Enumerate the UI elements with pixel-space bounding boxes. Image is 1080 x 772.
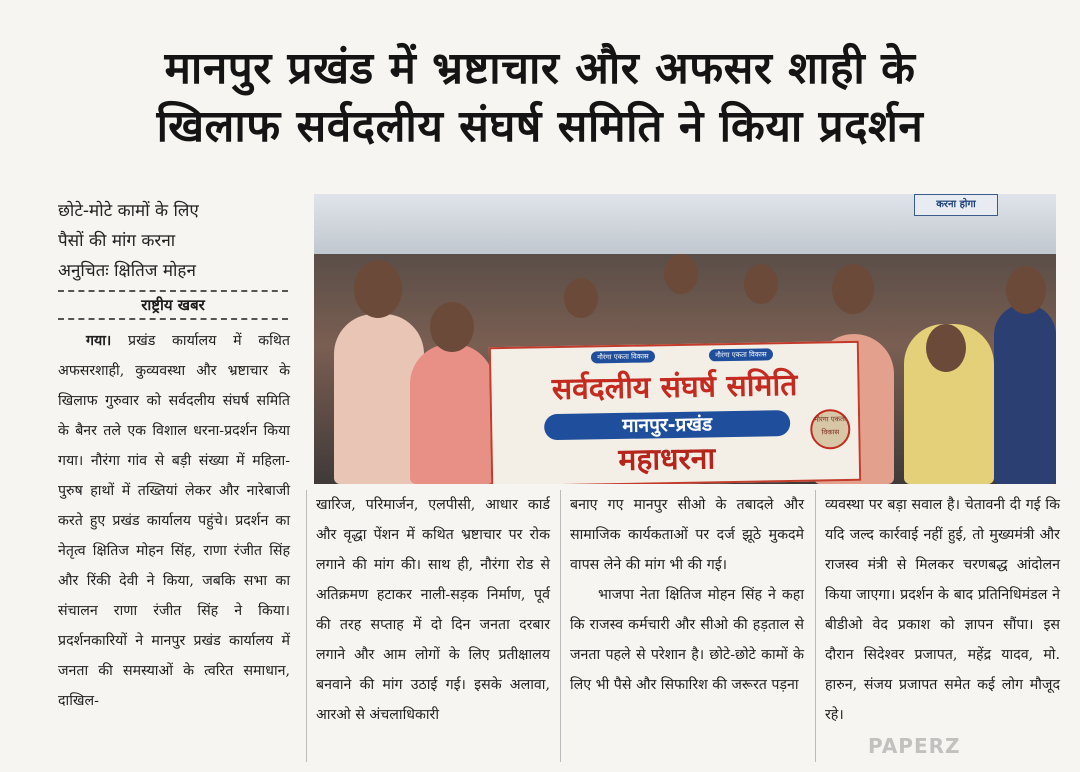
protest-banner: [489, 341, 861, 484]
watermark-logo: PAPERZ: [868, 734, 961, 758]
column-rule: [815, 490, 816, 762]
photo-head: [564, 278, 598, 318]
dateline: राष्ट्रीय खबर: [141, 296, 205, 314]
divider-bottom: [58, 318, 288, 320]
banner-big-text: महाधरना: [618, 441, 716, 478]
sub-headline-line-2: पैसों की मांग करना: [58, 231, 176, 251]
article-paragraph: व्यवस्था पर बड़ा सवाल है। चेतावनी दी गई कि यदि जल्द कार्रवाई नहीं हुई, तो मुख्यमंत्री और राजस्व मंत्री से मिलकर चरणबद्ध आंदोलन किया जाएगा। प्रदर्शन के बाद प्रतिनिधिमंडल ने बीडीओ वेद प्रकाश को ज्ञापन सौंपा। इस दौरान सिदेश्वर प्रजापत, महेंद्र यादव, मो. हारुन, संजय प्रजापत समेत कई लोग मौजूद रहे।: [825, 497, 1060, 723]
column-rule: [306, 490, 307, 762]
headline-line-1: मानपुर प्रखंड में भ्रष्टाचार और अफसर शाही के: [164, 43, 916, 94]
banner-tag-right: नौरंगा एकता विकास: [709, 348, 773, 361]
protest-photo: [314, 194, 1056, 484]
banner-main-text: सर्वदलीय संघर्ष समिति: [551, 367, 798, 408]
photo-person: [994, 304, 1056, 484]
headline: [40, 40, 1040, 156]
sub-headline-line-3: अनुचितः क्षितिज मोहन: [58, 261, 196, 281]
column-rule: [560, 490, 561, 762]
article-column-1: [58, 326, 290, 716]
sub-headline-line-1: छोटे-मोटे कामों के लिए: [58, 201, 199, 221]
article-paragraph: बनाए गए मानपुर सीओ के तबादले और सामाजिक कार्यकताओं पर दर्ज झूठे मुकदमे वापस लेने की मांग भी की गई।: [570, 497, 804, 573]
article-paragraph: खारिज, परिमार्जन, एलपीसी, आधार कार्ड और वृद्धा पेंशन में कथित भ्रष्टाचार पर रोक लगाने की मांग की। साथ ही, नौरंगा रोड से अतिक्रमण हटाकर नाली-सड़क निर्माण, पूर्व की तरह सप्ताह में दो दिन जनता दरबार लगाने और आम लोगों के लिए प्रतीक्षालय बनवाने की मांग उठाई गई। इसके अलावा, आरओ से अंचलाधिकारी: [316, 497, 550, 723]
photo-head: [430, 302, 474, 352]
photo-person: [410, 344, 494, 484]
photo-head: [926, 324, 966, 372]
banner-sub-text: मानपुर-प्रखंड: [544, 410, 790, 440]
article-column-4: [825, 490, 1060, 730]
protest-sign: करना होगा: [914, 194, 998, 216]
photo-head: [1006, 266, 1046, 314]
article-text: प्रखंड कार्यालय में कथित अफसरशाही, कुव्यवस्था और भ्रष्टाचार के खिलाफ गुरुवार को सर्वदलीय संघर्ष समिति के बैनर तले एक विशाल धरना-प्रदर्शन किया गया। नौरंगा गांव से बड़ी संख्या में महिला-पुरुष हाथों में तख्तियां लेकर और नारेबाजी करते हुए प्रखंड कार्यालय पहुंचे। प्रदर्शन का नेतृत्व क्षितिज मोहन सिंह, राणा रंजीत सिंह और रिंकी देवी ने किया, जबकि सभा का संचालन राणा रंजीत सिंह ने किया। प्रदर्शनकारियों ने मानपुर प्रखंड कार्यालय में जनता की समस्याओं के त्वरित समाधान, दाखिल-: [58, 333, 290, 709]
article-dateline-city: गया।: [86, 333, 112, 349]
divider-top: [58, 290, 288, 292]
banner-tag-left: नौरंगा एकता विकास: [591, 350, 655, 363]
article-column-3: [570, 490, 804, 700]
banner-stamp: नौरंगा एकता विकास: [810, 409, 851, 450]
article-paragraph: [58, 326, 290, 716]
headline-line-2: खिलाफ सर्वदलीय संघर्ष समिति ने किया प्रदर्शन: [156, 101, 924, 152]
photo-head: [832, 264, 874, 314]
article-paragraph: भाजपा नेता क्षितिज मोहन सिंह ने कहा कि राजस्व कर्मचारी और सीओ की हड़ताल से जनता पहले से परेशान है। छोटे-छोटे कामों के लिए भी पैसे और सिफारिश की जरूरत पड़ना: [570, 587, 804, 693]
photo-head: [744, 264, 778, 304]
sub-headline: [58, 196, 298, 286]
photo-head: [664, 254, 698, 294]
photo-head: [354, 260, 402, 318]
article-column-2: [316, 490, 550, 730]
